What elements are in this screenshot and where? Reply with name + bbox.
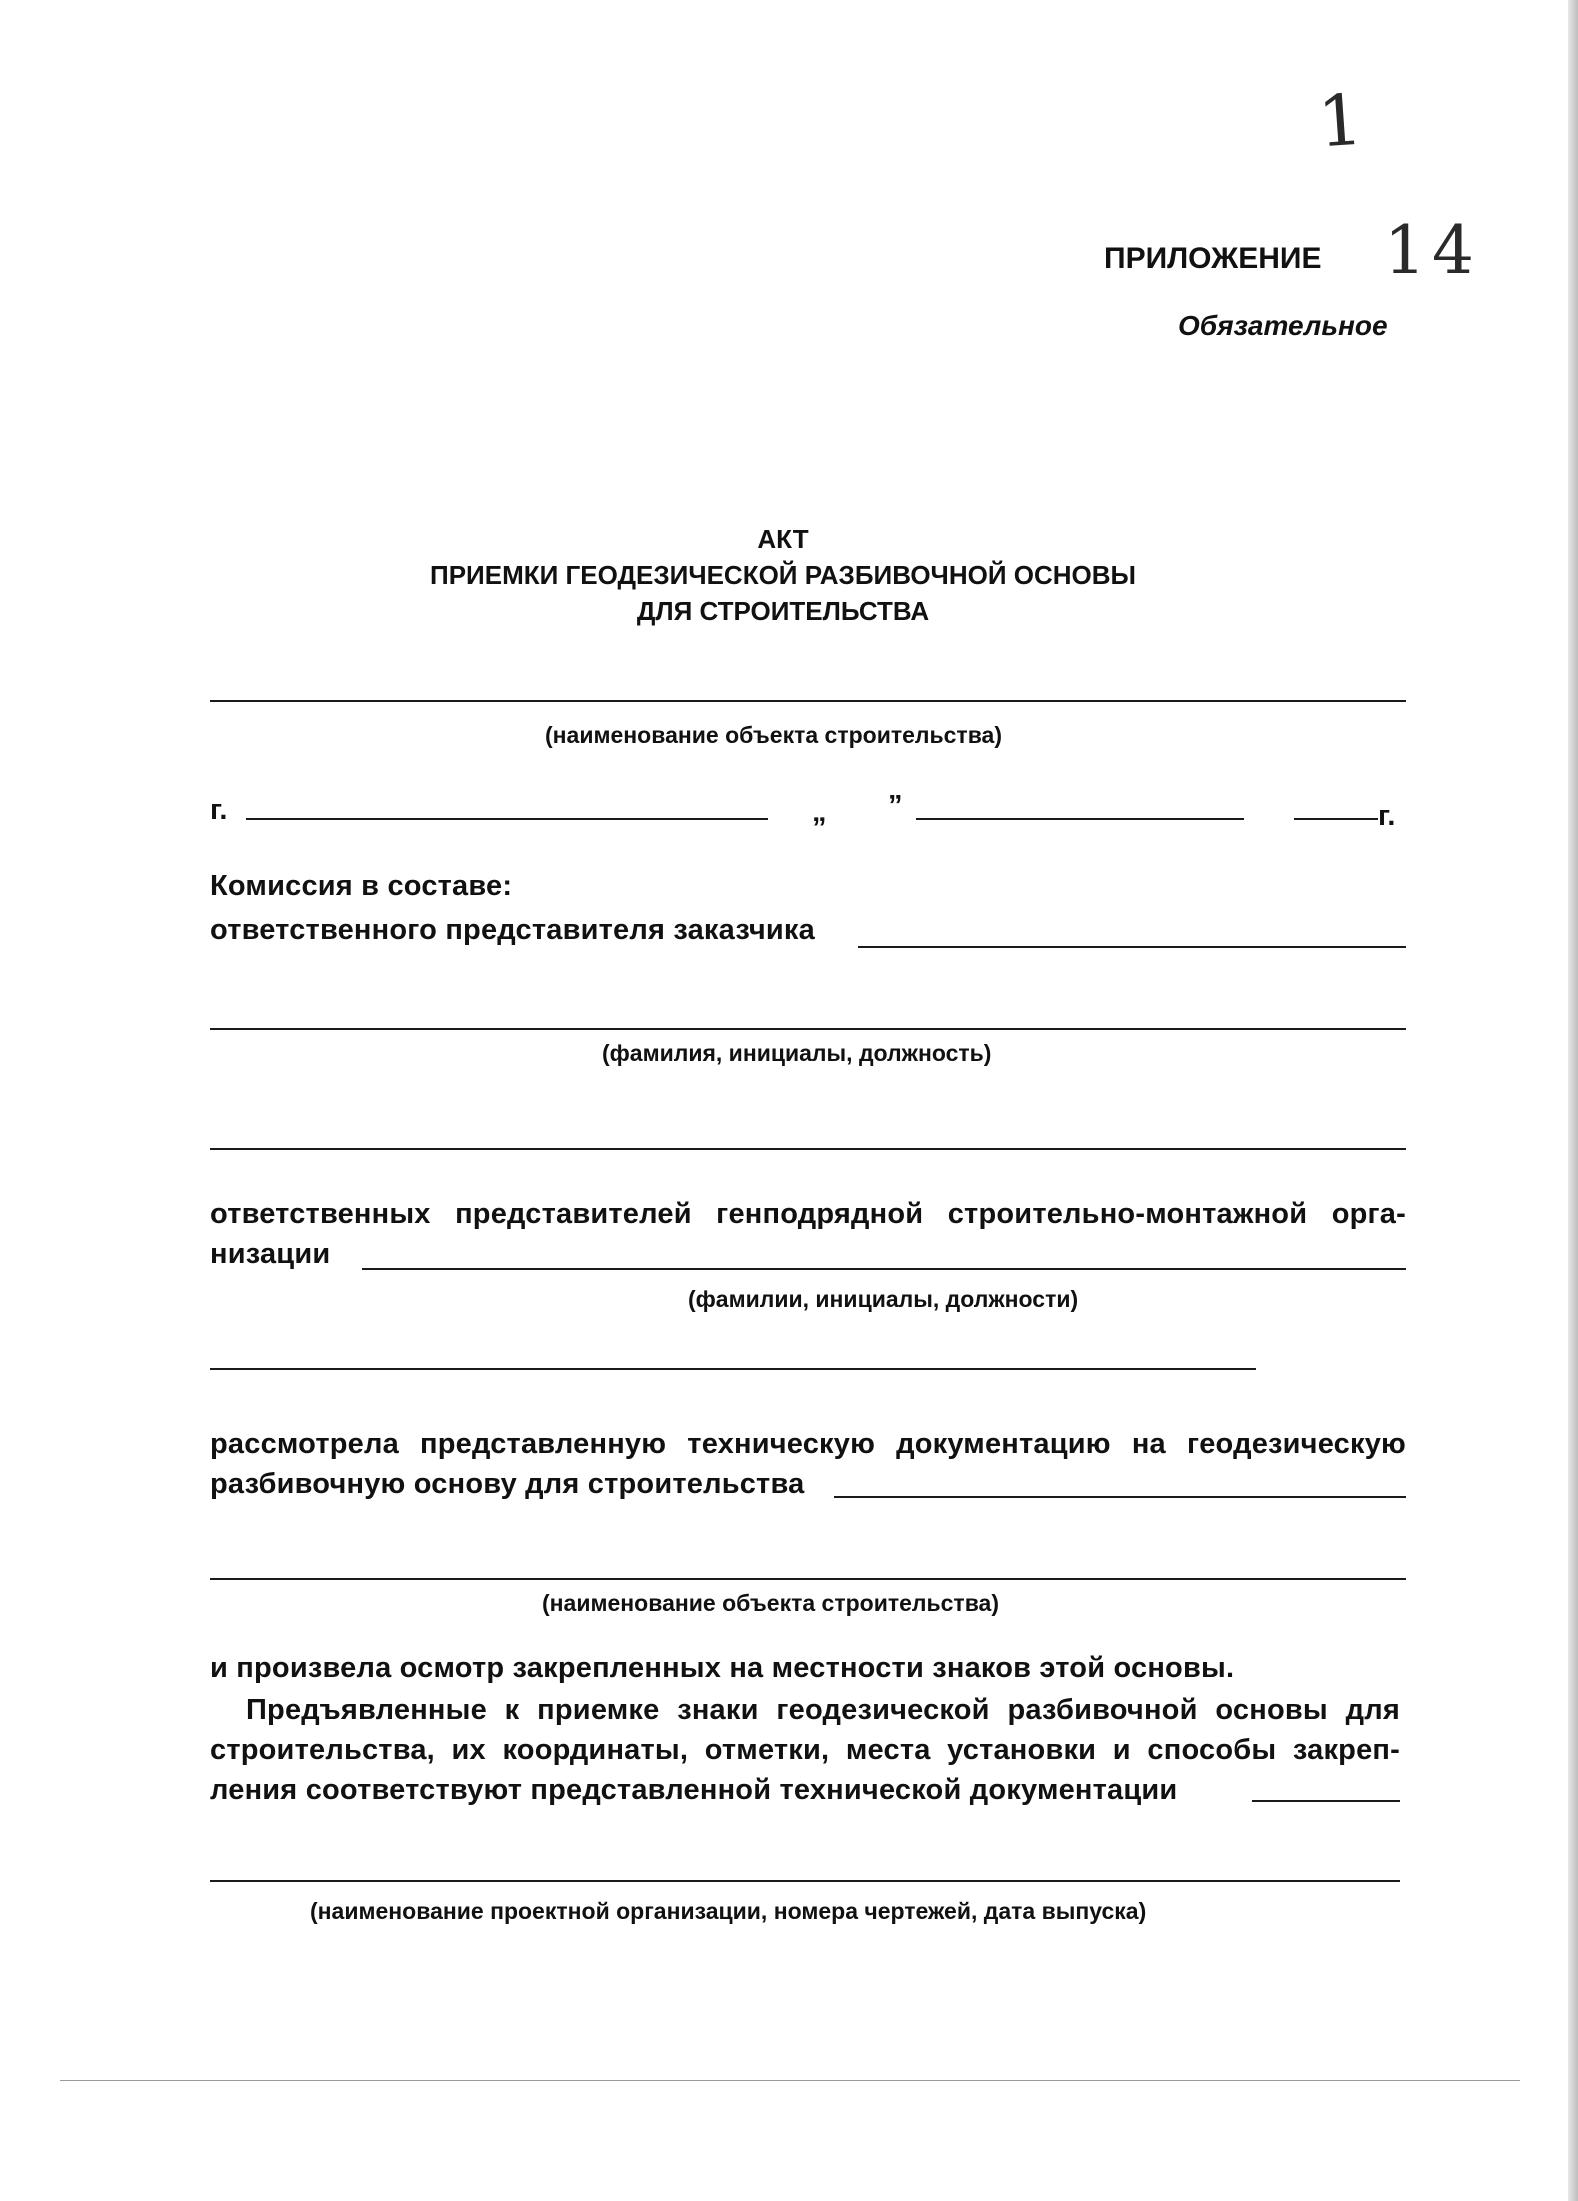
- contractor-rep-field-2[interactable]: [210, 1368, 1256, 1370]
- scan-edge: [1568, 0, 1578, 2201]
- contractor-rep-caption: (фамилии, инициалы, должности): [688, 1286, 1079, 1312]
- contractor-rep-label: ответственных представителей генподрядной строительно-монтажной орга-: [210, 1198, 1406, 1230]
- year-field[interactable]: [1294, 818, 1378, 820]
- design-org-field[interactable]: [210, 1880, 1400, 1882]
- date-quote-open: „: [812, 796, 827, 828]
- commission-intro: Комиссия в составе:: [210, 870, 513, 902]
- acceptance-doc-field[interactable]: [1252, 1800, 1400, 1802]
- object-name-field[interactable]: [210, 700, 1406, 702]
- date-quote-close: ”: [888, 790, 903, 822]
- acceptance-text-line2: строительства, их координаты, отметки, места установки и способы закреп-: [210, 1734, 1400, 1766]
- customer-rep-field[interactable]: [858, 946, 1406, 948]
- customer-rep-field-2[interactable]: [210, 1028, 1406, 1030]
- review-object-field-2[interactable]: [210, 1578, 1406, 1580]
- city-prefix: г.: [210, 794, 228, 826]
- review-text-line1: рассмотрела представленную техническую документацию на геодезическую: [210, 1428, 1406, 1460]
- year-suffix: г.: [1378, 800, 1396, 832]
- customer-rep-field-3[interactable]: [210, 1148, 1406, 1150]
- act-subtitle-line2: ДЛЯ СТРОИТЕЛЬСТВА: [636, 596, 930, 626]
- appendix-status: Обязательное: [1178, 310, 1388, 341]
- contractor-rep-field[interactable]: [362, 1268, 1406, 1270]
- customer-rep-caption: (фамилия, инициалы, должность): [602, 1040, 992, 1066]
- city-field[interactable]: [246, 818, 768, 820]
- review-object-field[interactable]: [834, 1496, 1406, 1498]
- customer-rep-label: ответственного представителя заказчика: [210, 914, 815, 946]
- design-org-caption: (наименование проектной организации, номера чертежей, дата выпуска): [310, 1898, 1147, 1924]
- acceptance-text-line3: ления соответствуют представленной технической документации: [210, 1774, 1178, 1806]
- appendix-label: ПРИЛОЖЕНИЕ: [1104, 242, 1322, 275]
- handwritten-page-number: 1: [1315, 78, 1366, 164]
- review-object-caption: (наименование объекта строительства): [542, 1590, 999, 1616]
- contractor-rep-label-cont: низации: [210, 1238, 331, 1270]
- act-title: АКТ: [757, 524, 809, 554]
- object-name-caption: (наименование объекта строительства): [545, 722, 1002, 748]
- page-edge-line: [60, 2080, 1520, 2081]
- act-subtitle-line1: ПРИЕМКИ ГЕОДЕЗИЧЕСКОЙ РАЗБИВОЧНОЙ ОСНОВЫ: [430, 560, 1136, 590]
- acceptance-text-line1: Предъявленные к приемке знаки геодезической разбивочной основы для: [246, 1694, 1400, 1726]
- handwritten-appendix-number: 14: [1384, 212, 1480, 289]
- review-text-line2: разбивочную основу для строительства: [210, 1468, 805, 1500]
- date-field[interactable]: [916, 818, 1244, 820]
- inspection-text: и произвела осмотр закрепленных на местности знаков этой основы.: [210, 1652, 1235, 1684]
